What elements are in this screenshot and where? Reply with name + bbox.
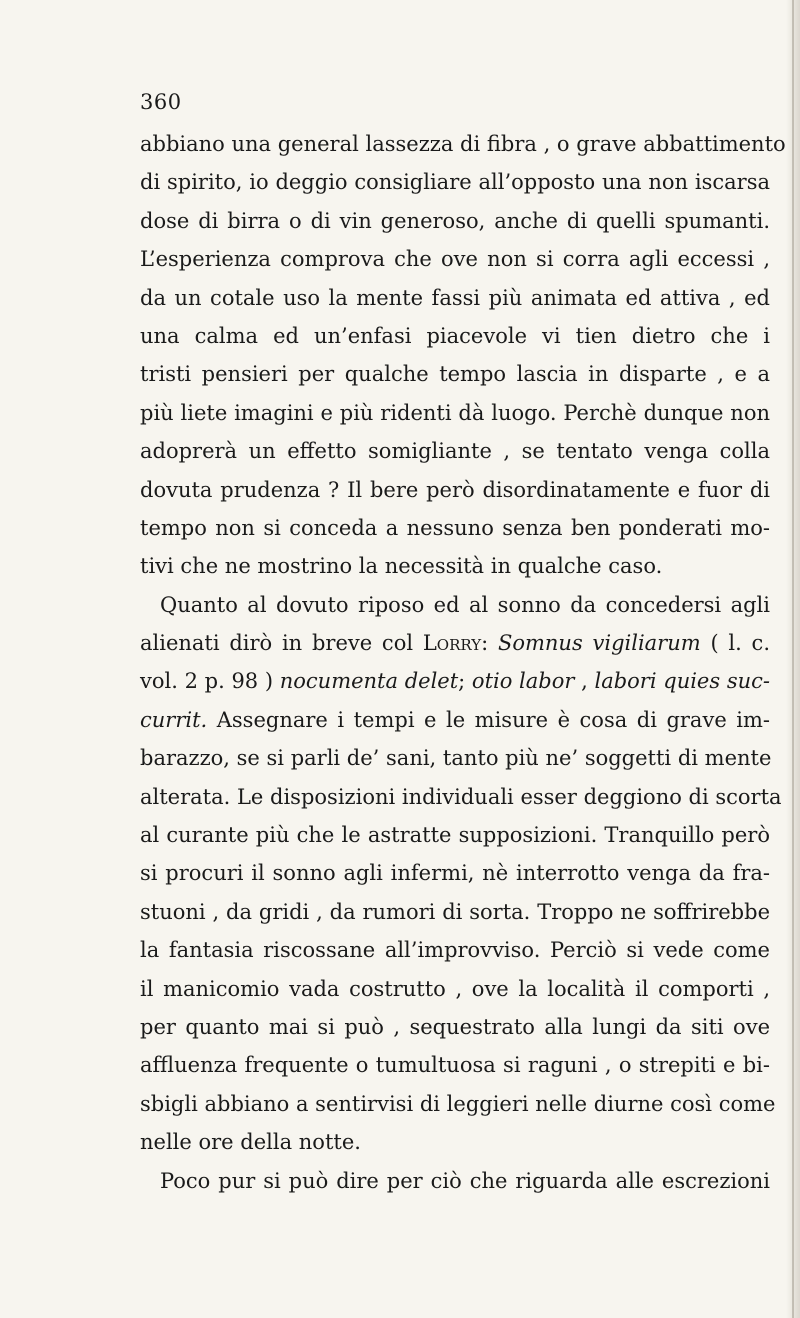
text-line: L’esperienza comprova che ove non si corra agli eccessi , <box>140 247 770 272</box>
text-run: Assegnare i tempi e le misure è cosa di grave im- <box>207 707 770 732</box>
text-line: per quanto mai si può , sequestrato alla lungi da siti ove <box>140 1014 770 1039</box>
latin-quote: otio labor <box>471 669 575 694</box>
latin-quote: currit. <box>140 707 208 732</box>
text-line: dose di birra o di vin generoso, anche di quelli spumanti. <box>140 208 770 233</box>
text-run: , <box>574 669 595 694</box>
text-line <box>140 624 770 662</box>
text-line: dovuta prudenza ? Il bere però disordinatamente e fuor di <box>140 477 770 502</box>
text-line: affluenza frequente o tumultuosa si raguni , o strepiti e bi- <box>140 1053 770 1078</box>
body-text <box>140 125 786 1200</box>
text-line: il manicomio vada costrutto , ove la località il comporti , <box>140 976 770 1001</box>
latin-quote: Somnus vigiliarum <box>497 631 701 656</box>
text-line <box>140 701 770 739</box>
latin-quote: labori quies suc- <box>594 669 770 694</box>
text-line: più liete imagini e più ridenti dà luogo. Perchè dunque non <box>140 400 770 425</box>
text-line: Quanto al dovuto riposo ed al sonno da concedersi agli <box>160 592 770 617</box>
page-number: 360 <box>140 90 182 114</box>
text-line: una calma ed un’enfasi piacevole vi tien dietro che i <box>140 323 770 348</box>
text-line: nelle ore della notte. <box>140 1130 361 1155</box>
text-run: alienati dirò in breve col <box>140 631 423 656</box>
text-line: tristi pensieri per qualche tempo lascia in disparte , e a <box>140 362 770 387</box>
text-line: la fantasia riscossane all’improvviso. Perciò si vede come <box>140 938 770 963</box>
text-line: tivi che ne mostrino la necessità in qualche caso. <box>140 554 663 579</box>
text-line: tempo non si conceda a nessuno senza ben ponderati mo- <box>140 515 770 540</box>
text-line: abbiano una general lassezza di fibra , o grave abbattimento <box>140 132 786 156</box>
text-line: Poco pur si può dire per ciò che riguarda alle escrezioni <box>160 1168 770 1193</box>
author-name: Lorry <box>422 631 482 656</box>
text-line: alterata. Le disposizioni individuali esser deggiono di scorta <box>140 784 782 809</box>
text-line: sbigli abbiano a sentirvisi di leggieri nelle diurne così come <box>140 1091 776 1116</box>
text-line: stuoni , da gridi , da rumori di sorta. Troppo ne soffrirebbe <box>140 899 770 924</box>
text-line <box>140 662 770 700</box>
text-line: adoprerà un effetto somigliante , se tentato venga colla <box>140 439 770 464</box>
text-line: al curante più che le astratte supposizioni. Tranquillo però <box>140 823 770 848</box>
text-line: di spirito, io deggio consigliare all’opposto una non iscarsa <box>140 170 770 195</box>
text-run: : <box>481 631 498 656</box>
text-run: vol. 2 p. 98 ) <box>140 669 280 694</box>
page-edge-line <box>792 0 794 1318</box>
text-line: da un cotale uso la mente fassi più animata ed attiva , ed <box>140 285 770 310</box>
text-run: ; <box>458 669 472 694</box>
text-run: ( l. c. <box>700 631 770 656</box>
text-line: barazzo, se si parli de’ sani, tanto più ne’ soggetti di mente <box>140 746 772 771</box>
text-line: si procuri il sonno agli infermi, nè interrotto venga da fra- <box>140 861 770 886</box>
latin-quote: nocumenta delet <box>279 669 459 694</box>
